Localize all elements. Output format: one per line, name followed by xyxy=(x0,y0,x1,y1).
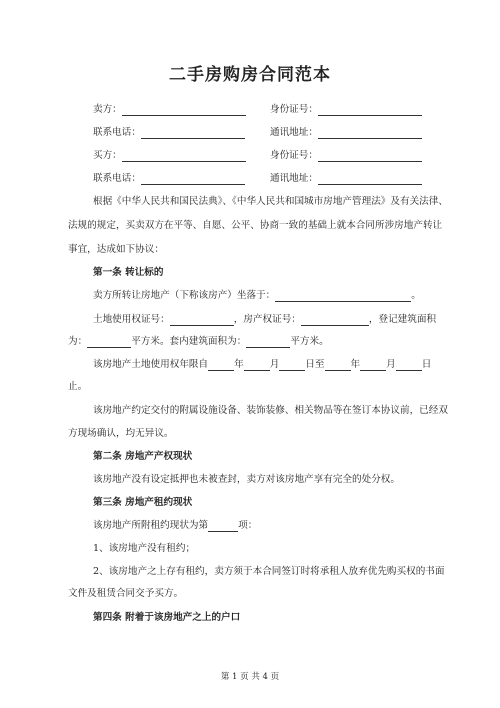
term-year2-blank xyxy=(325,360,351,371)
article-1-attach-2: 方现场确认，均无异议。 xyxy=(68,428,174,439)
term-day-to: 日至 xyxy=(305,359,325,370)
seller-phone-blank xyxy=(141,128,245,139)
seller-blank xyxy=(122,105,246,116)
term-month2-blank xyxy=(360,360,386,371)
buyer-address-field xyxy=(270,173,422,185)
article-2-text: 该房地产没有设定抵押也未被查封，卖方对该房地产享有完全的处分权。 xyxy=(93,474,400,485)
term-day-blank xyxy=(279,360,305,371)
buyer-phone-label: 联系电话： xyxy=(93,173,141,184)
seller-id-label: 身份证号： xyxy=(270,104,318,115)
term-month-unit: 月 xyxy=(269,359,280,370)
term-month2-unit: 月 xyxy=(386,359,396,370)
article-3-item-2-line-1: 2、该房地产之上存有租约，卖方须于本合同签订时将承租人放弃优先购买权的书面 xyxy=(93,566,445,577)
seller-field xyxy=(93,104,246,116)
lease-status-blank xyxy=(208,521,238,532)
house-cert-blank xyxy=(301,315,369,326)
article-3-heading: 第三条 房地产租约现状 xyxy=(93,497,193,508)
term-label: 该房地产土地使用权年限自 xyxy=(93,359,209,370)
seller-address-field xyxy=(270,127,422,139)
document-title: 二手房购房合同范本 xyxy=(169,65,331,85)
article-3-status xyxy=(93,520,257,532)
article-1-heading: 第一条 转让标的 xyxy=(93,267,164,278)
buyer-address-blank xyxy=(318,174,422,185)
location-end: 。 xyxy=(411,290,421,301)
article-1-term-end: 止。 xyxy=(68,381,88,392)
area-blank xyxy=(87,337,131,348)
buyer-id-label: 身份证号： xyxy=(270,150,318,161)
area-prefix: 为： xyxy=(68,336,88,347)
article-2-heading: 第二条 房地产产权现状 xyxy=(93,451,193,462)
article-4-heading: 第四条 附着于该房地产之上的户口 xyxy=(93,612,241,623)
land-cert-blank xyxy=(170,315,234,326)
article-3-item-2-line-2: 文件及租赁合同交予买方。 xyxy=(68,588,184,599)
lease-status-label: 该房地产所附租约现状为第 xyxy=(93,520,209,531)
term-year-blank xyxy=(208,360,234,371)
buyer-address-label: 通讯地址： xyxy=(270,173,318,184)
term-day2-blank xyxy=(396,360,422,371)
article-1-cert xyxy=(93,314,436,326)
area-label: ，登记建筑面积 xyxy=(368,314,437,325)
location-label: 卖方所转让房地产（下称该房产）坐落于： xyxy=(93,290,276,301)
term-month-blank xyxy=(244,360,270,371)
article-3-item-1: 1、该房地产没有租约； xyxy=(93,543,196,554)
article-1-location xyxy=(93,290,421,302)
house-cert-label: ，房产权证号： xyxy=(233,314,301,325)
seller-phone-field xyxy=(93,127,245,139)
article-1-attach-1: 该房地产约定交付的附属设施设备、装饰装修、相关物品等在签订本协议前，已经双 xyxy=(93,405,448,416)
term-year-unit: 年 xyxy=(234,359,244,370)
buyer-phone-blank xyxy=(141,174,245,185)
buyer-id-blank xyxy=(318,151,422,162)
seller-phone-label: 联系电话： xyxy=(93,127,141,138)
buyer-blank xyxy=(122,151,246,162)
article-1-area xyxy=(68,336,329,348)
term-day-unit: 日 xyxy=(421,359,432,370)
intro-line-1: 根据《中华人民共和国民法典》、《中华人民共和国城市房地产管理法》及有关法律、 xyxy=(93,196,448,207)
location-blank xyxy=(275,291,411,302)
page-number: 第 1 页 共 4 页 xyxy=(220,672,280,682)
inner-area-label: 平方米。套内建筑面积为： xyxy=(131,336,247,347)
inner-area-blank xyxy=(246,337,290,348)
seller-address-label: 通讯地址： xyxy=(270,127,318,138)
buyer-label: 买方： xyxy=(93,150,122,161)
article-1-term xyxy=(93,359,431,371)
buyer-field xyxy=(93,150,246,162)
intro-line-3: 事宜，达成如下协议： xyxy=(68,244,164,255)
term-year2-unit: 年 xyxy=(350,359,361,370)
inner-area-unit: 平方米。 xyxy=(290,336,329,347)
intro-line-2: 法规的规定，买卖双方在平等、自愿、公平、协商一致的基础上就本合同所涉房地产转让 xyxy=(68,220,443,231)
land-cert-label: 土地使用权证号： xyxy=(93,314,170,325)
lease-status-suffix: 项： xyxy=(238,520,258,531)
seller-address-blank xyxy=(318,128,422,139)
buyer-phone-field xyxy=(93,173,245,185)
seller-id-field xyxy=(270,104,422,116)
seller-label: 卖方： xyxy=(93,104,122,115)
seller-id-blank xyxy=(318,105,422,116)
buyer-id-field xyxy=(270,150,422,162)
